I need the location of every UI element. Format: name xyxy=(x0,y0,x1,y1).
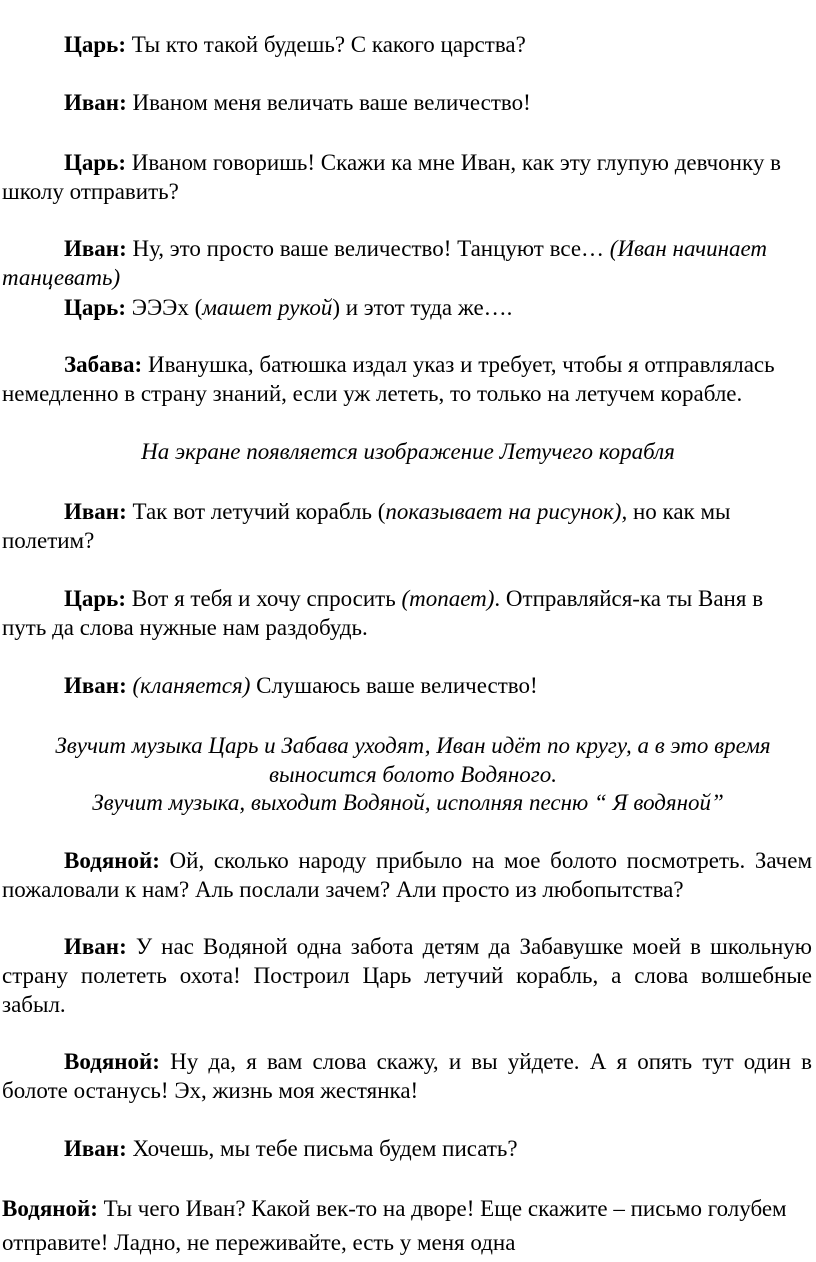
line-text-after: . Отправляйся-ка ты Ваня в путь да слова нужные нам раздобудь. xyxy=(2,586,764,640)
stage-direction: машет рукой xyxy=(202,295,333,320)
speaker-name: Иван: xyxy=(64,499,127,524)
stage-direction: показывает на рисунок), xyxy=(385,499,628,524)
dialogue-line xyxy=(2,1134,812,1163)
dialogue-line xyxy=(2,293,812,322)
line-text: У нас Водяной одна забота детям да Забавушке моей в школьную страну полететь охота! Построил Царь летучий корабль, а слова волшебные забыл. xyxy=(2,934,812,1017)
speaker-name: Иван: xyxy=(64,934,127,959)
speaker-name: Царь: xyxy=(64,295,127,320)
stage-direction: (кланяется) xyxy=(126,673,251,698)
line-text: Иваном говоришь! Скажи ка мне Иван, как эту глупую девчонку в школу отправить? xyxy=(2,150,781,204)
speaker-name: Иван: xyxy=(64,1136,127,1161)
speaker-name: Забава: xyxy=(64,352,143,377)
dialogue-line xyxy=(2,584,812,642)
speaker-name: Водяной: xyxy=(64,1049,160,1074)
line-text: Иваном меня величать ваше величество! xyxy=(126,90,531,115)
line-text: Иванушка, батюшка издал указ и требует, чтобы я отправлялась немедленно в страну знаний, если уж лететь, то только на летучем корабле. xyxy=(2,352,775,406)
dialogue-line xyxy=(2,234,812,292)
speaker-name: Иван: xyxy=(64,673,127,698)
dialogue-line xyxy=(2,846,812,904)
stage-direction-centered: Звучит музыка Царь и Забава уходят, Иван идёт по кругу, а в это время выносится болото Водяного. xyxy=(55,733,771,787)
line-text-after: но как мы полетим? xyxy=(2,499,731,553)
dialogue-line xyxy=(2,88,812,117)
line-text: Ну да, я вам слова скажу, и вы уйдете. А я опять тут один в болоте останусь! Эх, жизнь моя жестянка! xyxy=(2,1049,812,1103)
line-text: Хочешь, мы тебе письма будем писать? xyxy=(126,1136,518,1161)
line-text: ЭЭЭх ( xyxy=(126,295,203,320)
dialogue-line xyxy=(2,30,812,59)
speaker-name: Иван: xyxy=(64,236,127,261)
dialogue-line xyxy=(2,148,812,206)
speaker-name: Водяной: xyxy=(2,1196,98,1221)
speaker-name: Иван: xyxy=(64,90,127,115)
speaker-name: Царь: xyxy=(64,32,127,57)
line-text: Ты чего Иван? Какой век-то на дворе! Еще скажите – письмо голубем отправите! Ладно, не переживайте, есть у меня одна xyxy=(2,1196,787,1255)
speaker-name: Водяной: xyxy=(64,848,160,873)
line-text: Ну, это просто ваше величество! Танцуют все… xyxy=(126,236,610,261)
speaker-name: Царь: xyxy=(64,586,127,611)
dialogue-line xyxy=(2,671,812,700)
dialogue-line xyxy=(2,932,812,1019)
stage-direction: (Иван начинает танцевать) xyxy=(2,236,768,290)
line-text: Ой, сколько народу прибыло на мое болото посмотреть. Зачем пожаловали к нам? Аль послали зачем? Али просто из любопытства? xyxy=(2,848,812,902)
dialogue-line xyxy=(2,1047,812,1105)
speaker-name: Царь: xyxy=(64,150,127,175)
dialogue-line xyxy=(2,350,812,408)
stage-direction-centered: Звучит музыка, выходит Водяной, исполняя песню “ Я водяной” xyxy=(92,790,724,815)
stage-direction: (топает) xyxy=(401,586,495,611)
line-text: Так вот летучий корабль ( xyxy=(126,499,386,524)
line-text: Слушаюсь ваше величество! xyxy=(250,673,538,698)
dialogue-line xyxy=(2,1192,812,1260)
line-text: Ты кто такой будешь? С какого царства? xyxy=(126,32,526,57)
dialogue-line xyxy=(2,497,812,555)
line-text-after: ) и этот туда же…. xyxy=(332,295,513,320)
line-text: Вот я тебя и хочу спросить xyxy=(126,586,402,611)
stage-direction-centered: На экране появляется изображение Летучего корабля xyxy=(141,439,675,464)
